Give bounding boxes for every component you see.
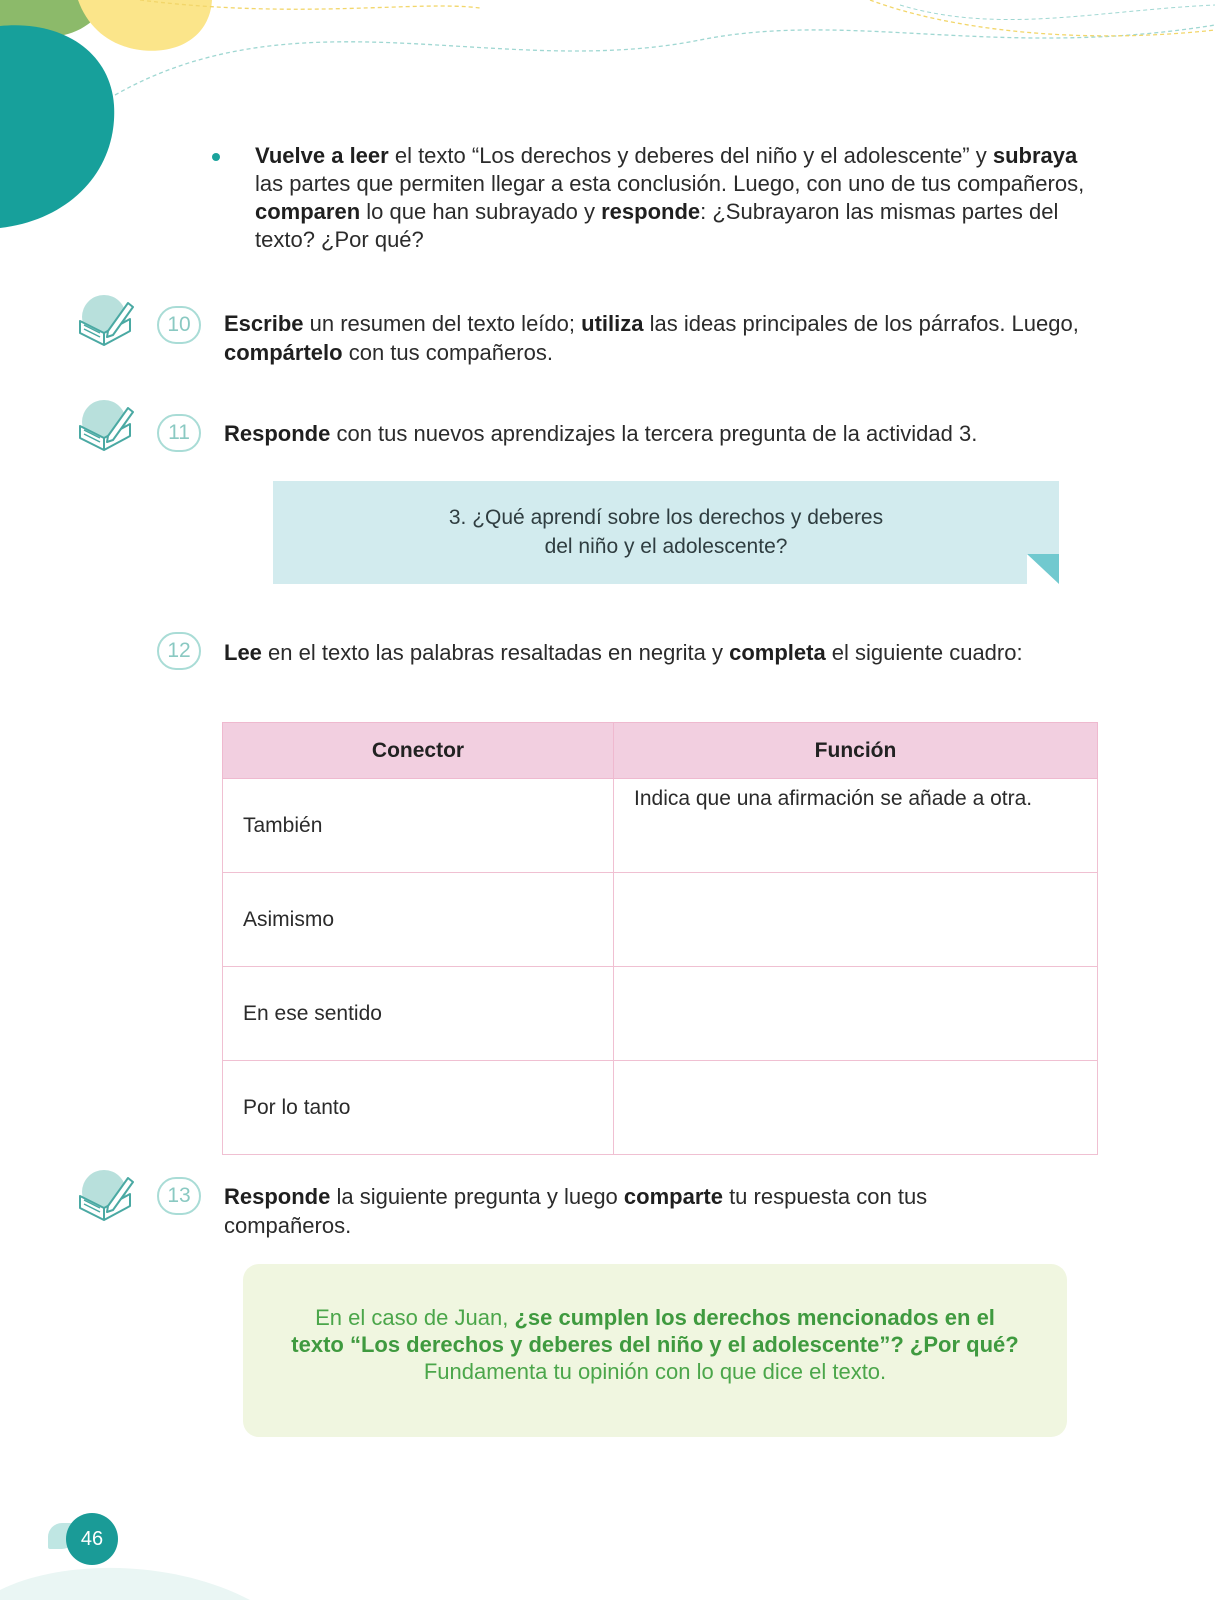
conector-cell: Asimismo [223, 873, 614, 967]
bold-text-run: Escribe [224, 311, 304, 336]
table-row [223, 967, 1098, 1061]
reflection-question-box [243, 1264, 1067, 1437]
bold-text-run: ¿se cumplen los derechos mencionados en el texto “Los derechos y deberes del niño y el adolescente”? ¿Por qué? [291, 1305, 1019, 1357]
book-pencil-icon [76, 1168, 136, 1228]
table-row [223, 873, 1098, 967]
bullet-dot [212, 153, 220, 161]
connectors-table [222, 722, 1098, 1155]
activity-number-badge: 13 [157, 1177, 201, 1215]
note-fold-corner [1027, 554, 1059, 584]
funcion-cell[interactable] [614, 967, 1098, 1061]
activity-12-text [224, 638, 1064, 667]
conector-cell: También [223, 779, 614, 873]
funcion-cell: Indica que una afirmación se añade a otra. [614, 779, 1098, 873]
table-row [223, 1061, 1098, 1155]
bold-text-run: Vuelve a leer [255, 143, 389, 168]
bold-text-run: responde [601, 199, 701, 224]
activity-number-badge: 11 [157, 414, 201, 452]
book-pencil-icon [76, 293, 136, 353]
activity-number-badge: 10 [157, 306, 201, 344]
page-number: 46 [66, 1513, 118, 1565]
note-line-1: 3. ¿Qué aprendí sobre los derechos y deberes [448, 506, 884, 529]
table-row [223, 779, 1098, 873]
text-run: en el texto las palabras resaltadas en negrita y [261, 640, 730, 665]
bold-text-run: compártelo [224, 340, 343, 365]
note-text [273, 503, 1059, 561]
text-run: En el caso de Juan, [315, 1305, 515, 1330]
table-header-conector: Conector [223, 723, 614, 779]
footer-wave-decoration [0, 1560, 300, 1600]
bold-text-run: subraya [992, 143, 1078, 168]
bold-text-run: completa [729, 640, 826, 665]
text-run: : ¿Subrayaron las mismas partes del texto? ¿Por qué? [255, 199, 1059, 252]
bold-text-run: comparte [623, 1184, 723, 1209]
text-run: la siguiente pregunta y luego [330, 1184, 624, 1209]
bullet-text [255, 142, 1092, 254]
funcion-cell[interactable] [614, 1061, 1098, 1155]
text-run: con tus compañeros. [342, 340, 553, 365]
text-run: las partes que permiten llegar a esta conclusión. Luego, con uno de tus compañeros, [255, 171, 1085, 196]
text-run: un resumen del texto leído; [303, 311, 582, 336]
bold-text-run: Responde [224, 421, 331, 446]
activity-10-text [224, 309, 1114, 367]
bold-text-run: Lee [224, 640, 262, 665]
note-line-2: del niño y el adolescente? [544, 535, 788, 558]
bullet-paragraph [212, 142, 1092, 254]
text-run: lo que han subrayado y [360, 199, 602, 224]
text-run: tu respuesta con tus compañeros. [224, 1184, 928, 1238]
text-run: las ideas principales de los párrafos. Luego, [643, 311, 1079, 336]
bold-text-run: comparen [255, 199, 361, 224]
table-header-funcion: Función [614, 723, 1098, 779]
reflection-question-text [243, 1304, 1067, 1385]
text-run: Fundamenta tu opinión con lo que dice el texto. [423, 1359, 887, 1384]
text-run: el texto “Los derechos y deberes del niño y el adolescente” y [388, 143, 993, 168]
conector-cell: En ese sentido [223, 967, 614, 1061]
book-pencil-icon [76, 398, 136, 458]
conector-cell: Por lo tanto [223, 1061, 614, 1155]
activity-11-text [224, 419, 1114, 448]
activity-13-text [224, 1182, 1054, 1240]
activity-number-badge: 12 [157, 632, 201, 670]
bold-text-run: utiliza [581, 311, 644, 336]
text-run: el siguiente cuadro: [825, 640, 1023, 665]
bold-text-run: Responde [224, 1184, 331, 1209]
funcion-cell[interactable] [614, 873, 1098, 967]
text-run: con tus nuevos aprendizajes la tercera pregunta de la actividad 3. [330, 421, 978, 446]
question-note [273, 481, 1059, 584]
